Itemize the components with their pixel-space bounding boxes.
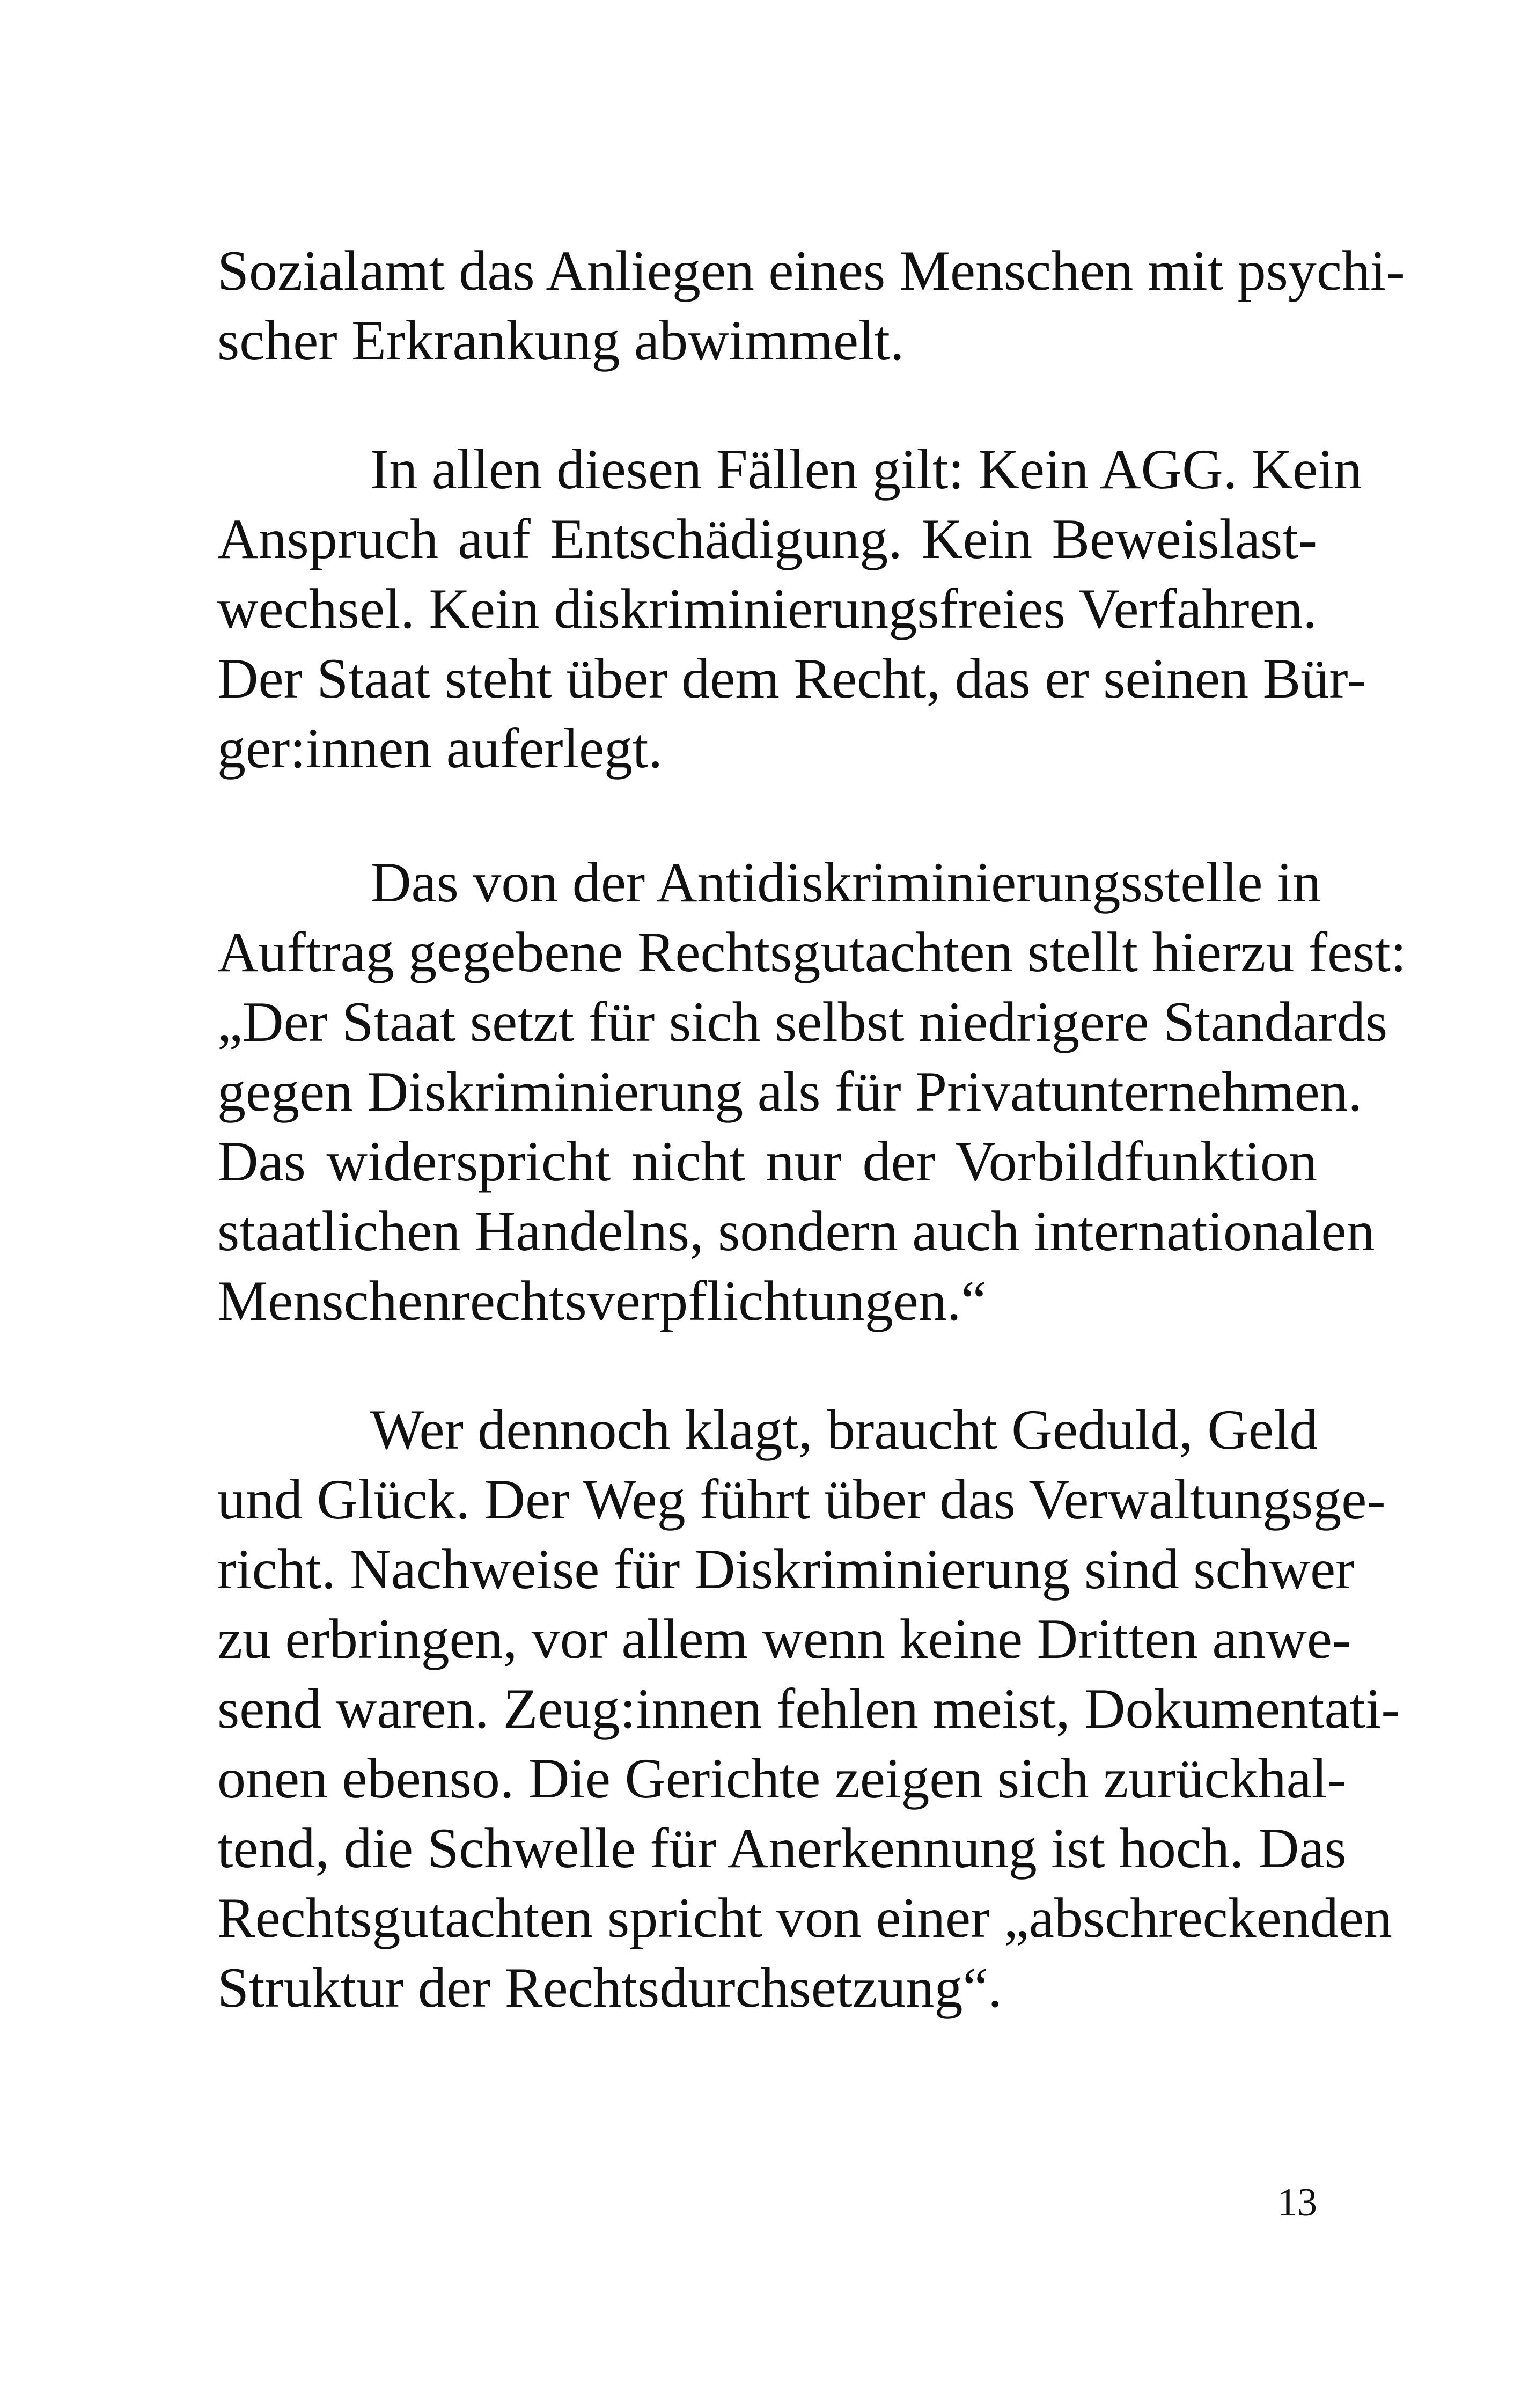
text-line: staatlichen Handelns, sondern auch internationalen	[217, 1200, 1375, 1262]
text-line: „Der Staat setzt für sich selbst niedrigere Standards	[217, 990, 1388, 1053]
text-line: gegen Diskriminierung als für Privatunternehmen.	[217, 1060, 1363, 1123]
text-line: onen ebenso. Die Gerichte zeigen sich zurückhal-	[217, 1747, 1347, 1810]
text-line: Struktur der Rechtsdurchsetzung“.	[217, 1956, 1002, 2019]
text-line: zu erbringen, vor allem wenn keine Dritten anwe-	[217, 1607, 1351, 1670]
text-line: Menschenrechtsverpflichtungen.“	[217, 1269, 987, 1332]
text-line: Anspruch auf Entschädigung. Kein Beweislast-	[217, 508, 1317, 570]
text-line: Der Staat steht über dem Recht, das er seinen Bür-	[217, 647, 1366, 710]
text-line: scher Erkrankung abwimmelt.	[217, 309, 905, 372]
text-line: tend, die Schwelle für Anerkennung ist hoch. Das	[217, 1817, 1347, 1880]
text-line: Rechtsgutachten spricht von einer „abschreckenden	[217, 1886, 1392, 1949]
text-line: Sozialamt das Anliegen eines Menschen mit psychi-	[217, 239, 1405, 302]
text-line: send waren. Zeug:innen fehlen meist, Dokumentati-	[217, 1677, 1400, 1740]
text-line: Das von der Antidiskriminierungsstelle in	[370, 851, 1321, 914]
page-number: 13	[1277, 2181, 1317, 2225]
text-line: In allen diesen Fällen gilt: Kein AGG. Kein	[370, 438, 1362, 501]
text-line: wechsel. Kein diskriminierungsfreies Verfahren.	[217, 577, 1317, 640]
text-line: Wer dennoch klagt, braucht Geduld, Geld	[370, 1398, 1318, 1461]
text-line: und Glück. Der Weg führt über das Verwaltungsge-	[217, 1468, 1386, 1531]
text-line: richt. Nachweise für Diskriminierung sind schwer	[217, 1538, 1355, 1601]
text-line: Auftrag gegebene Rechtsgutachten stellt hierzu fest:	[217, 921, 1407, 983]
text-line: ger:innen auferlegt.	[217, 717, 663, 780]
text-line: Das widerspricht nicht nur der Vorbildfunktion	[217, 1130, 1317, 1193]
